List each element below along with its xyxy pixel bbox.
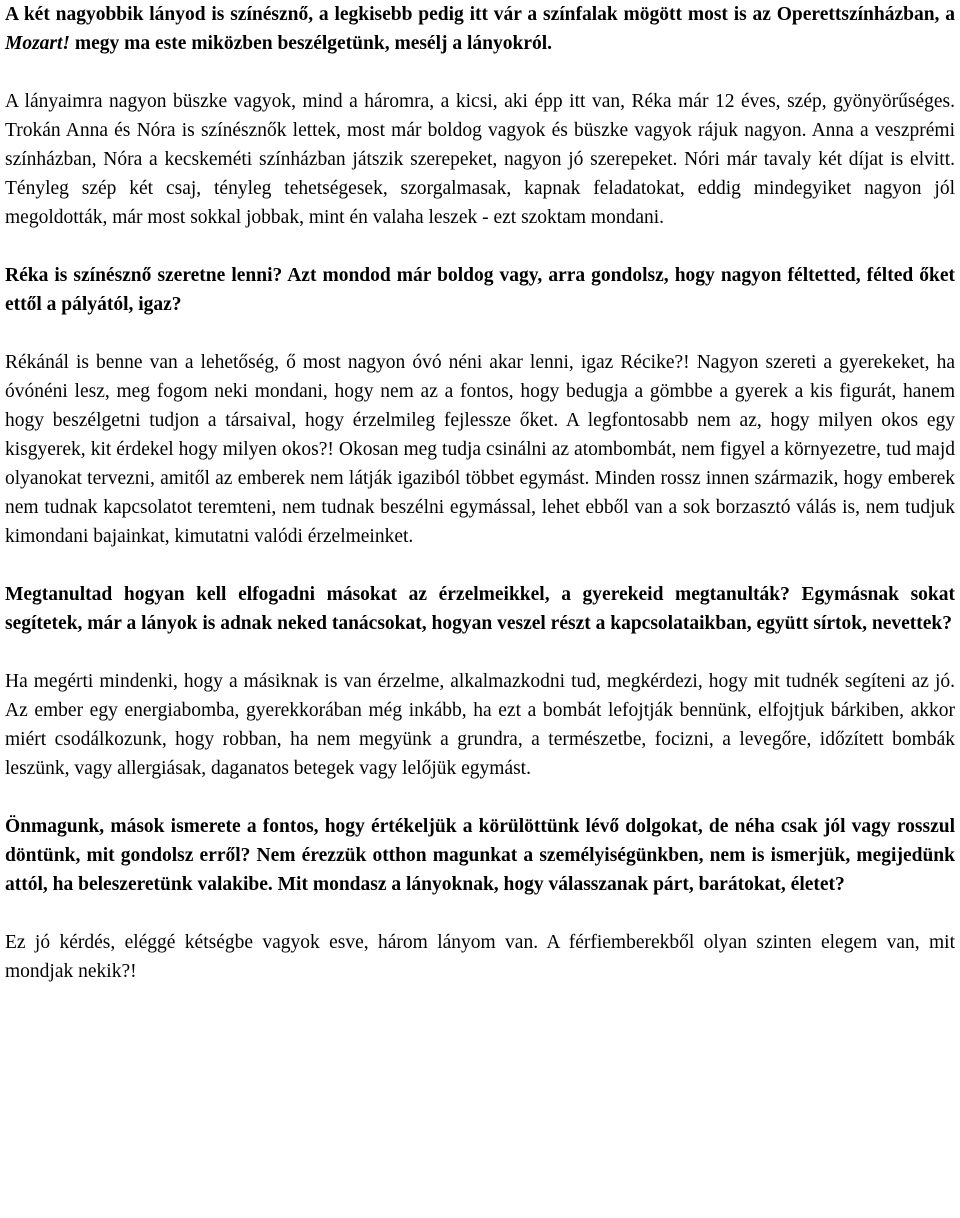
paragraph-gap (5, 58, 955, 87)
paragraph-gap (5, 551, 955, 580)
paragraph-gap (5, 783, 955, 812)
question-1-part-1: A két nagyobbik lányod is színésznő, a legkisebb pedig itt vár a színfalak mögött most is az Operettszínházban, a (5, 4, 955, 25)
question-paragraph-4: Önmagunk, mások ismerete a fontos, hogy értékeljük a körülöttünk lévő dolgokat, de néha csak jól vagy rosszul döntünk, mit gondolsz erről? Nem érezzük otthon magunkat a személyiségünkben, nem is ismerjük, megijedünk attól, ha beleszeretünk valakibe. Mit mondasz a lányoknak, hogy válasszanak párt, barátokat, életet? (5, 816, 955, 895)
question-1-title-italic: Mozart! (5, 33, 71, 54)
paragraph-gap (5, 319, 955, 348)
question-paragraph-3: Megtanultad hogyan kell elfogadni másokat az érzelmeikkel, a gyerekeid megtanulták? Egymásnak sokat segítetek, már a lányok is adnak neked tanácsokat, hogyan veszel részt a kapcsolataikban, együtt sírtok, nevettek? (5, 584, 955, 634)
answer-paragraph-4: Ez jó kérdés, eléggé kétségbe vagyok esve, három lányom van. A férfiemberekből olyan szinten elegem van, mit mondjak nekik?! (5, 932, 955, 982)
question-paragraph-1 (5, 0, 955, 58)
answer-paragraph-2: Rékánál is benne van a lehetőség, ő most nagyon óvó néni akar lenni, igaz Récike?! Nagyon szereti a gyerekeket, ha óvónéni lesz, meg fogom neki mondani, hogy nem az a fontos, hogy bedugja a gömbbe a gyerek a kis figurát, hanem hogy beszélgetni tudjon a társaival, hogy érzelmileg fejlessze őket. A legfontosabb nem az, hogy milyen okos egy kisgyerek, kit érdekel hogy milyen okos?! Okosan meg tudja csinálni az atombombát, nem figyel a környezetre, tud majd olyanokat tervezni, amitől az emberek nem látják igaziból többet egymást. Minden rossz innen származik, hogy emberek nem tudnak kapcsolatot teremteni, nem tudnak beszélni egymással, lehet ebből van a sok borzasztó válás is, nem tudjuk kimondani bajainkat, kimutatni valódi érzelmeinket. (5, 352, 955, 547)
paragraph-gap (5, 638, 955, 667)
question-1-part-3: megy ma este miközben beszélgetünk, mesélj a lányokról. (70, 33, 553, 54)
answer-paragraph-1: A lányaimra nagyon büszke vagyok, mind a háromra, a kicsi, aki épp itt van, Réka már 12 éves, szép, gyönyörűséges. Trokán Anna és Nóra is színésznők lettek, most már boldog vagyok és büszke vagyok rájuk nagyon. Anna a veszprémi színházban, Nóra a kecskeméti színházban játszik szerepeket, nagyon jó szerepeket. Nóri már tavaly két díjat is elvitt. Tényleg szép két csaj, tényleg tehetségesek, szorgalmasak, kapnak feladatokat, eddig mindegyiket nagyon jól megoldották, már most sokkal jobbak, mint én valaha leszek - ezt szoktam mondani. (5, 91, 955, 228)
paragraph-gap (5, 232, 955, 261)
paragraph-gap (5, 899, 955, 928)
answer-paragraph-3: Ha megérti mindenki, hogy a másiknak is van érzelme, alkalmazkodni tud, megkérdezi, hogy mit tudnék segíteni az jó. Az ember egy energiabomba, gyerekkorában még inkább, ha ezt a bombát lefojtják bennünk, elfojtjuk bárkiben, akkor miért csodálkozunk, hogy robban, ha nem megyünk a grundra, a természetbe, focizni, a levegőre, időzített bombák leszünk, vagy allergiásak, daganatos betegek vagy lelőjük egymást. (5, 671, 955, 779)
question-paragraph-2: Réka is színésznő szeretne lenni? Azt mondod már boldog vagy, arra gondolsz, hogy nagyon féltetted, félted őket ettől a pályától, igaz? (5, 265, 955, 315)
